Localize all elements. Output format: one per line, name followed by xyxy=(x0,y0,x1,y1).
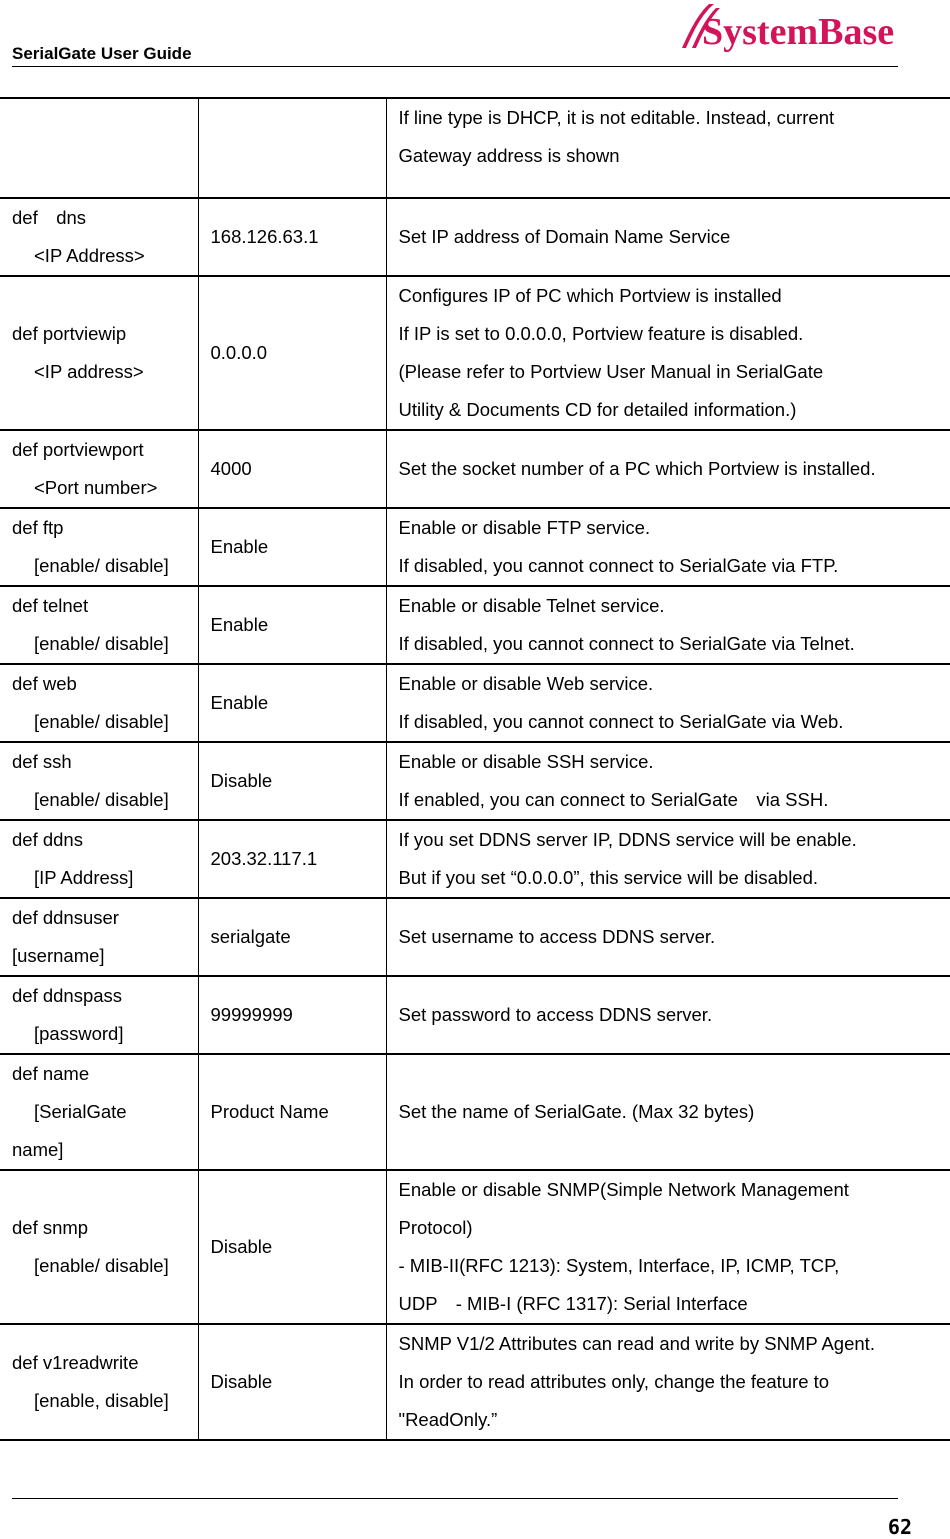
default-value-cell: 99999999 xyxy=(198,976,386,1054)
command-argument: [IP Address] xyxy=(12,859,198,897)
description-line: Protocol) xyxy=(399,1209,950,1247)
description-line: "ReadOnly.” xyxy=(399,1401,950,1439)
command-cell xyxy=(0,742,198,820)
command-name: def portviewport xyxy=(12,431,198,469)
command-cell xyxy=(0,820,198,898)
description-cell xyxy=(386,898,950,976)
command-name: def name xyxy=(12,1055,198,1093)
command-cell xyxy=(0,664,198,742)
command-table xyxy=(0,97,950,1441)
command-argument: [enable/ disable] xyxy=(12,781,198,819)
description-line: If disabled, you cannot connect to SerialGate via FTP. xyxy=(399,547,950,585)
default-value-cell: Disable xyxy=(198,742,386,820)
default-value-cell: Product Name xyxy=(198,1054,386,1170)
command-argument: [SerialGate xyxy=(12,1093,198,1131)
default-value-cell: Enable xyxy=(198,664,386,742)
table-row xyxy=(0,742,950,820)
command-name: def telnet xyxy=(12,587,198,625)
default-value-cell: 203.32.117.1 xyxy=(198,820,386,898)
table-row xyxy=(0,508,950,586)
description-line: Utility & Documents CD for detailed information.) xyxy=(399,391,950,429)
description-line: If IP is set to 0.0.0.0, Portview feature is disabled. xyxy=(399,315,950,353)
description-line: If disabled, you cannot connect to SerialGate via Telnet. xyxy=(399,625,950,663)
command-argument: <Port number> xyxy=(12,469,198,507)
description-line: Gateway address is shown xyxy=(399,137,950,175)
description-line: Enable or disable Web service. xyxy=(399,665,950,703)
default-value-cell: 0.0.0.0 xyxy=(198,276,386,430)
default-value-cell: Enable xyxy=(198,508,386,586)
description-cell xyxy=(386,664,950,742)
description-cell xyxy=(386,198,950,276)
command-argument: [enable/ disable] xyxy=(12,703,198,741)
description-line: (Please refer to Portview User Manual in SerialGate xyxy=(399,353,950,391)
default-value-cell: 168.126.63.1 xyxy=(198,198,386,276)
command-name: def v1readwrite xyxy=(12,1344,198,1382)
default-value-cell: Enable xyxy=(198,586,386,664)
command-cell xyxy=(0,1170,198,1324)
command-argument: [username] xyxy=(12,937,198,975)
description-line: If disabled, you cannot connect to SerialGate via Web. xyxy=(399,703,950,741)
default-value-cell: Disable xyxy=(198,1324,386,1440)
description-line: Enable or disable FTP service. xyxy=(399,509,950,547)
command-cell xyxy=(0,198,198,276)
command-name: def ddns xyxy=(12,821,198,859)
description-cell xyxy=(386,1170,950,1324)
description-cell xyxy=(386,1054,950,1170)
description-line: SNMP V1/2 Attributes can read and write by SNMP Agent. xyxy=(399,1325,950,1363)
command-name: def dns xyxy=(12,199,198,237)
description-line: Set password to access DDNS server. xyxy=(399,996,950,1034)
command-argument: [enable, disable] xyxy=(12,1382,198,1420)
description-cell xyxy=(386,976,950,1054)
command-cell xyxy=(0,586,198,664)
description-line: Set the name of SerialGate. (Max 32 bytes) xyxy=(399,1093,950,1131)
description-cell xyxy=(386,1324,950,1440)
command-name: def portviewip xyxy=(12,315,198,353)
command-argument: <IP Address> xyxy=(12,237,198,275)
description-line: Enable or disable SSH service. xyxy=(399,743,950,781)
systembase-logo xyxy=(676,0,906,60)
table-row xyxy=(0,586,950,664)
command-name: def ssh xyxy=(12,743,198,781)
command-cell xyxy=(0,898,198,976)
default-value-cell: 4000 xyxy=(198,430,386,508)
command-argument: name] xyxy=(12,1131,198,1169)
document-title: SerialGate User Guide xyxy=(12,44,192,64)
command-argument: <IP address> xyxy=(12,353,198,391)
description-cell xyxy=(386,586,950,664)
table-row xyxy=(0,664,950,742)
table-row xyxy=(0,898,950,976)
logo-text: SystemBase xyxy=(702,11,894,53)
table-row xyxy=(0,276,950,430)
command-cell xyxy=(0,1054,198,1170)
command-cell xyxy=(0,508,198,586)
description-line: If enabled, you can connect to SerialGate via SSH. xyxy=(399,781,950,819)
description-line: Configures IP of PC which Portview is installed xyxy=(399,277,950,315)
description-cell xyxy=(386,430,950,508)
table-row xyxy=(0,430,950,508)
description-line: UDP - MIB-I (RFC 1317): Serial Interface xyxy=(399,1285,950,1323)
description-line: In order to read attributes only, change the feature to xyxy=(399,1363,950,1401)
page-number: 62 xyxy=(888,1515,912,1539)
command-cell xyxy=(0,976,198,1054)
table-row xyxy=(0,1170,950,1324)
command-argument: [enable/ disable] xyxy=(12,547,198,585)
description-line: - MIB-II(RFC 1213): System, Interface, IP, ICMP, TCP, xyxy=(399,1247,950,1285)
description-line: But if you set “0.0.0.0”, this service will be disabled. xyxy=(399,859,950,897)
description-line: If line type is DHCP, it is not editable. Instead, current xyxy=(399,99,950,137)
description-line: Set username to access DDNS server. xyxy=(399,918,950,956)
command-cell xyxy=(0,276,198,430)
command-name: def ftp xyxy=(12,509,198,547)
default-value-cell: Disable xyxy=(198,1170,386,1324)
command-name: def snmp xyxy=(12,1209,198,1247)
description-line: Set the socket number of a PC which Portview is installed. xyxy=(399,450,950,488)
description-cell xyxy=(386,508,950,586)
description-line: Enable or disable Telnet service. xyxy=(399,587,950,625)
command-cell xyxy=(0,98,198,198)
description-line: Enable or disable SNMP(Simple Network Management xyxy=(399,1171,950,1209)
command-argument: [enable/ disable] xyxy=(12,625,198,663)
command-name: def ddnsuser xyxy=(12,899,198,937)
description-cell xyxy=(386,742,950,820)
description-cell xyxy=(386,276,950,430)
table-row xyxy=(0,98,950,198)
description-line: Set IP address of Domain Name Service xyxy=(399,218,950,256)
command-name: def web xyxy=(12,665,198,703)
description-cell xyxy=(386,820,950,898)
description-line: If you set DDNS server IP, DDNS service will be enable. xyxy=(399,821,950,859)
table-row xyxy=(0,198,950,276)
footer-rule xyxy=(12,1498,898,1499)
command-cell xyxy=(0,430,198,508)
default-value-cell: serialgate xyxy=(198,898,386,976)
table-row xyxy=(0,820,950,898)
table-row xyxy=(0,1324,950,1440)
table-row xyxy=(0,976,950,1054)
command-name: def ddnspass xyxy=(12,977,198,1015)
header-rule xyxy=(12,66,898,67)
command-cell xyxy=(0,1324,198,1440)
command-argument: [enable/ disable] xyxy=(12,1247,198,1285)
table-row xyxy=(0,1054,950,1170)
description-cell xyxy=(386,98,950,198)
command-argument: [password] xyxy=(12,1015,198,1053)
default-value-cell xyxy=(198,98,386,198)
